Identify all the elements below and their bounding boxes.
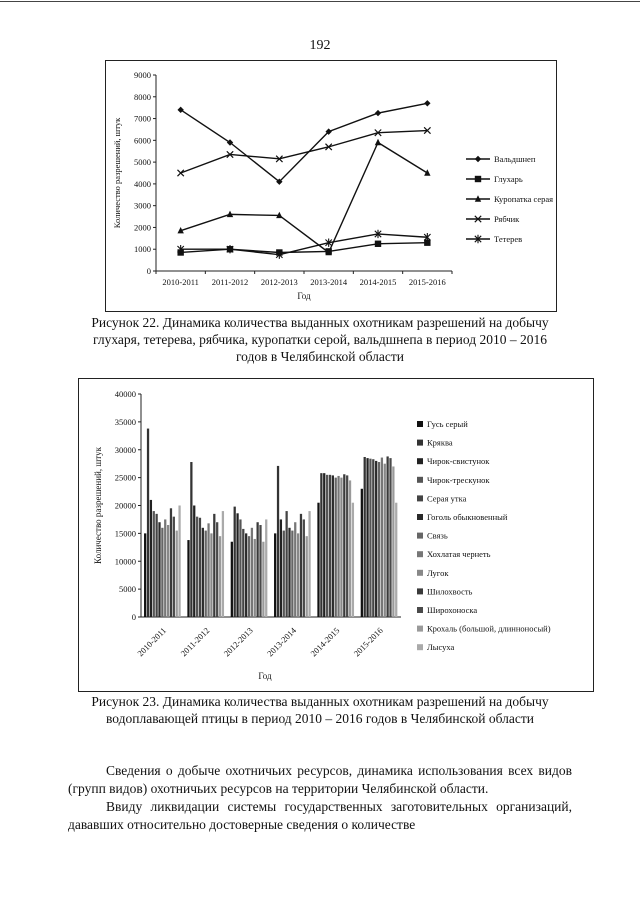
legend-swatch (417, 495, 423, 501)
bar (366, 458, 368, 617)
x-tick-label: 2011-2012 (178, 625, 212, 659)
y-tick-label: 30000 (114, 444, 136, 455)
series-line (181, 103, 428, 181)
figure-23-caption: Рисунок 23. Динамика количества выданных охотникам разрешений на добычу водоплавающей птицы в период 2010 – 2016 годов в Челябинской области (91, 694, 549, 726)
legend-label: Куропатка серая (494, 194, 554, 204)
bar (329, 475, 331, 617)
legend-swatch (417, 551, 423, 557)
y-tick-label: 35000 (114, 416, 136, 427)
x-tick-label: 2012-2013 (221, 625, 255, 659)
x-tick-label: 2010-2011 (162, 277, 199, 287)
bar (326, 475, 328, 617)
bar (364, 457, 366, 617)
x-tick-label: 2013-2014 (264, 625, 299, 659)
bar (303, 519, 305, 617)
bar (274, 533, 276, 617)
legend-swatch (417, 644, 423, 650)
paragraph-2: Ввиду ликвидации системы государственных заготовительных организаций, дававших относительно достоверные сведения о количестве (68, 799, 572, 832)
data-point (375, 139, 381, 145)
bar (216, 522, 218, 617)
bar (173, 517, 175, 617)
bar (291, 531, 293, 617)
series-1 (177, 100, 430, 185)
series-line (181, 131, 428, 173)
bar (280, 519, 282, 617)
bar (207, 523, 209, 617)
legend-label: Лысуха (427, 642, 455, 653)
x-tick-label: 2014-2015 (359, 277, 397, 287)
data-point (424, 169, 430, 175)
bar (257, 522, 259, 617)
bar (335, 478, 337, 617)
bar (170, 508, 172, 617)
y-tick-label: 8000 (134, 91, 151, 102)
x-tick-label: 2014-2015 (308, 625, 342, 659)
legend-label: Шилохвость (427, 586, 473, 597)
bar (361, 489, 363, 617)
bar (332, 475, 334, 617)
bar (346, 475, 348, 617)
bar (202, 528, 204, 617)
legend-swatch (417, 588, 423, 594)
bar (259, 525, 261, 617)
data-point (424, 100, 430, 106)
bar (178, 506, 180, 618)
bar (283, 531, 285, 617)
bar (187, 540, 189, 617)
y-tick-label: 1000 (134, 244, 151, 255)
bar (147, 429, 149, 617)
bar (323, 473, 325, 617)
figure-22-caption: Рисунок 22. Динамика количества выданных охотникам разрешений на добычу глухаря, тетерева, рябчика, куропатки серой, вальдшнепа в период 2010 – 2016 годов в Челябинской области (91, 315, 549, 364)
data-point (375, 110, 381, 116)
bar (213, 514, 215, 617)
x-tick-label: 2010-2011 (135, 625, 169, 659)
y-tick-label: 40000 (114, 389, 136, 399)
bar (251, 528, 253, 617)
y-axis-title: Количество разрешений, штук (93, 447, 103, 564)
y-tick-label: 15000 (114, 528, 136, 539)
bar (320, 473, 322, 617)
bar (265, 519, 267, 617)
page-number: 192 (309, 38, 331, 53)
bar (234, 507, 236, 617)
legend-marker (475, 176, 481, 182)
bar-chart-svg (79, 379, 593, 691)
legend-swatch (417, 458, 423, 464)
bar (277, 466, 279, 617)
bar (222, 511, 224, 617)
x-tick-label: 2011-2012 (211, 277, 249, 287)
legend-label: Связь (427, 530, 448, 541)
legend-swatch (417, 514, 423, 520)
data-point (177, 170, 183, 176)
x-axis-title: Год (258, 671, 272, 681)
bar (337, 476, 339, 617)
legend-label: Глухарь (494, 174, 523, 184)
bar (387, 456, 389, 617)
y-tick-label: 10000 (114, 556, 136, 567)
line-chart-svg (106, 61, 556, 311)
legend-label: Кряква (427, 437, 453, 448)
y-tick-label: 5000 (134, 157, 151, 168)
bar (306, 536, 308, 617)
bar (156, 514, 158, 617)
bar-chart (78, 378, 594, 692)
y-tick-label: 20000 (114, 500, 136, 511)
legend-swatch (417, 421, 423, 427)
y-tick-label: 7000 (134, 113, 151, 124)
legend-swatch (417, 533, 423, 539)
x-tick-label: 2013-2014 (310, 277, 348, 287)
bar (176, 531, 178, 617)
bar (254, 539, 256, 617)
bar (144, 533, 146, 617)
y-tick-label: 4000 (134, 178, 151, 189)
bar (205, 531, 207, 617)
body-text (68, 762, 572, 834)
bar (248, 536, 250, 617)
bar (352, 503, 354, 617)
legend-label: Серая утка (427, 493, 467, 504)
legend-swatch (417, 440, 423, 446)
line-chart (105, 60, 557, 312)
bar (381, 458, 383, 617)
bar (369, 459, 371, 617)
bar (161, 528, 163, 617)
legend-label: Лугок (427, 567, 449, 578)
bar (392, 466, 394, 617)
bar (262, 542, 264, 617)
bar (294, 522, 296, 617)
legend-label: Рябчик (494, 214, 520, 224)
y-tick-label: 9000 (134, 70, 151, 80)
top-rule (0, 1, 640, 2)
legend-label: Крохаль (большой, длинноносый) (427, 623, 551, 634)
legend-label: Вальдшнеп (494, 154, 536, 164)
x-tick-label: 2012-2013 (260, 277, 298, 287)
bar (384, 464, 386, 617)
y-tick-label: 3000 (134, 200, 151, 211)
y-tick-label: 25000 (114, 472, 136, 483)
bar (231, 542, 233, 617)
paragraph-1: Сведения о добыче охотничьих ресурсов, динамика использования всех видов (групп видов) охотничьих ресурсов на территории Челябинской области. (68, 763, 572, 796)
bar (389, 458, 391, 617)
bar (190, 462, 192, 617)
y-tick-label: 2000 (134, 222, 151, 233)
bar (378, 462, 380, 617)
legend-label: Чирок-трескунок (427, 474, 490, 485)
legend-swatch (417, 477, 423, 483)
bar (245, 533, 247, 617)
bar (288, 528, 290, 617)
bar (286, 511, 288, 617)
x-axis-title: Год (297, 291, 311, 301)
bar (150, 500, 152, 617)
bar (372, 459, 374, 617)
legend-swatch (417, 607, 423, 613)
legend-swatch (417, 570, 423, 576)
bar (167, 525, 169, 617)
legend-marker (475, 156, 481, 162)
bar (375, 461, 377, 617)
bar (300, 514, 302, 617)
series-line (181, 243, 428, 253)
y-tick-label: 0 (131, 612, 136, 622)
y-tick-label: 5000 (119, 584, 136, 595)
bar (349, 480, 351, 617)
bar (199, 518, 201, 617)
legend-label: Гоголь обыкновенный (427, 512, 508, 522)
bar (219, 536, 221, 617)
y-tick-label: 0 (146, 266, 151, 276)
legend-label: Тетерев (494, 234, 523, 244)
bar (395, 503, 397, 617)
y-tick-label: 6000 (134, 135, 151, 146)
bar (343, 474, 345, 617)
bar (242, 529, 244, 617)
x-tick-label: 2015-2016 (408, 277, 446, 287)
bar (196, 517, 198, 617)
bar (193, 506, 195, 618)
x-tick-label: 2015-2016 (351, 625, 385, 659)
bar (164, 519, 166, 617)
legend-label: Чирок-свистунок (427, 456, 490, 467)
bar (340, 478, 342, 617)
bar (239, 519, 241, 617)
bar (153, 511, 155, 617)
legend-swatch (417, 626, 423, 632)
bar (317, 503, 319, 617)
legend-label: Хохлатая чернеть (427, 549, 491, 560)
data-point (375, 241, 381, 247)
legend-label: Широхоноска (427, 605, 478, 615)
bar (297, 533, 299, 617)
bar (308, 511, 310, 617)
bar (236, 513, 238, 617)
bar (210, 533, 212, 617)
series-2 (177, 239, 430, 255)
y-axis-title: Количество разрешений, штук (112, 117, 122, 229)
legend-label: Гусь серый (427, 419, 468, 429)
bar (158, 522, 160, 617)
